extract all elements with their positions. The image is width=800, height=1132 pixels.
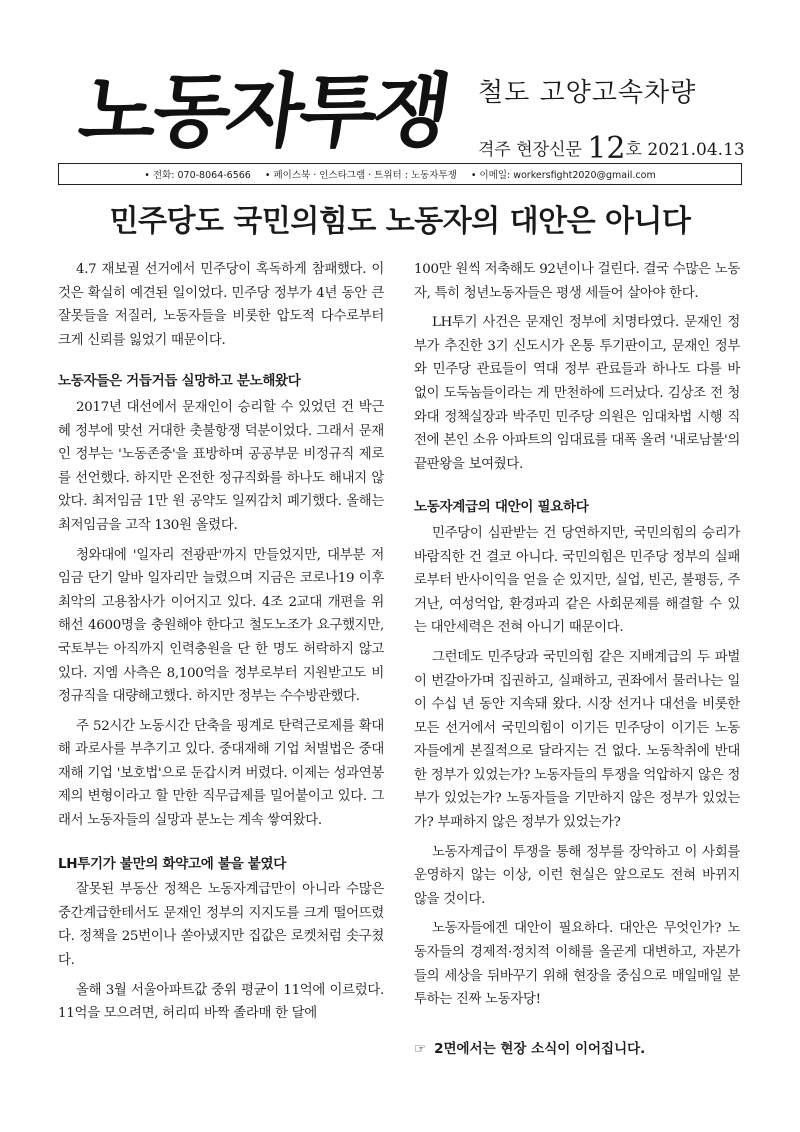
issue-suffix: 호 (625, 140, 642, 160)
contact-phone: • 전화: 070-8064-6566 (144, 170, 251, 181)
section-heading: LH투기가 불만의 화약고에 불을 붙였다 (58, 855, 287, 872)
paragraph: 그런데도 민주당과 국민의힘 같은 지배계급의 두 파벌이 번갈아가며 집권하고, 실패하고, 권좌에서 물러나는 일이 수십 년 동안 지속돼 왔다. 시장 선거나 대선을 비롯한 모든 선거에서 국민의힘이 이기든 민주당이 이기든 노동자들에게 본질적으로 달라지는 건 없다. 노동착취에 반대한 정부가 있었는가? 노동자들의 투쟁을 억압하지 않은 정부가 있었는가? 노동자들을 기만하지 않은 정부가 있었는가? 부패하지 않은 정부가 있었는가? (414, 649, 740, 831)
contact-sns: • 페이스북 · 인스타그램 · 트위터 : 노동자투쟁 (264, 170, 457, 181)
contact-email: • 이메일: workersfight2020@gmail.com (470, 170, 656, 181)
pointing-hand-icon: ☞ (414, 1041, 427, 1057)
paragraph: 노동자계급이 투쟁을 통해 정부를 장악하고 이 사회를 운영하지 않는 이상, 이런 현실은 앞으로도 전혀 바뀌지 않을 것이다. (414, 844, 740, 907)
left-column (58, 258, 384, 1032)
issue-date: 2021.04.13 (647, 140, 745, 160)
right-column (414, 258, 740, 1018)
paragraph: 민주당이 심판받는 건 당연하지만, 국민의힘의 승리가 바람직한 건 결코 아니다. 국민의힘은 민주당 정부의 실패로부터 반사이익을 얻을 순 있지만, 실업, 빈곤, 불평등, 주거난, 여성억압, 환경파괴 같은 사회문제를 해결할 수 있는 대안세력은 전혀 아니기 때문이다. (414, 525, 740, 636)
paper-subtitle: 철도 고양고속차량 (478, 78, 697, 108)
issue-prefix: 격주 현장신문 (478, 140, 582, 160)
continued-note-text: 2면에서는 현장 소식이 이어집니다. (434, 1041, 646, 1057)
paragraph: LH투기 사건은 문재인 정부에 치명타였다. 문재인 정부가 추진한 3기 신도시가 온통 투기판이고, 문재인 정부와 민주당 관료들이 역대 정부 관료들과 하나도 다를 바 없이 도둑놈들이라는 게 만천하에 드러났다. 김상조 전 청와대 정책실장과 박주민 민주당 의원은 임대차법 시행 직전에 본인 소유 아파트의 임대료를 대폭 올려 '내로남불'의 끝판왕을 보여줬다. (414, 315, 740, 472)
section-heading: 노동자계급의 대안이 필요하다 (414, 499, 589, 516)
paragraph: 100만 원씩 저축해도 92년이나 걸린다. 결국 수많은 노동자, 특히 청년노동자들은 평생 세들어 살아야 한다. (414, 262, 740, 301)
logo-wordmark: 노동자투쟁 (73, 65, 454, 158)
headline: 민주당도 국민의힘도 노동자의 대안은 아니다 (109, 204, 691, 239)
issue-line (478, 131, 778, 166)
paragraph: 잘못된 부동산 정책은 노동자계급만이 아니라 수많은 중간계급한테서도 문재인 정부의 지지도를 크게 떨어뜨렸다. 정책을 25번이나 쏟아냈지만 집값은 로켓처럼 솟구쳤다. (58, 882, 384, 969)
intro-paragraph: 4.7 재보궐 선거에서 민주당이 혹독하게 참패했다. 이것은 확실히 예견된 일이었다. 민주당 정부가 4년 동안 큰 잘못들을 저질러, 노동자들을 비롯한 압도적 다수로부터 크게 신뢰를 잃었기 때문이다. (58, 262, 384, 348)
paragraph: 2017년 대선에서 문재인이 승리할 수 있었던 건 박근혜 정부에 맞선 거대한 촛불항쟁 덕분이었다. 그래서 문재인 정부는 '노동존중'을 표방하며 공공부문 비정규직 제로를 선언했다. 하지만 온전한 정규직화를 하나도 해내지 않았다. 최저임금 1만 원 공약도 일찌감치 폐기했다. 올해는 최저임금을 고작 130원 올렸다. (58, 399, 384, 533)
paragraph: 올해 3월 서울아파트값 중위 평균이 11억에 이르렀다. 11억을 모으려면, 허리띠 바짝 졸라매 한 달에 (58, 982, 384, 1022)
paragraph: 노동자들에겐 대안이 필요하다. 대안은 무엇인가? 노동자들의 경제적·정치적 이해를 올곧게 대변하고, 자본가들의 세상을 뒤바꾸기 위해 현장을 중심으로 매일매일 분투하는 진짜 노동자당! (414, 921, 740, 1008)
masthead-logo (73, 62, 454, 162)
continued-note (414, 1037, 645, 1057)
paragraph: 청와대에 '일자리 전광판'까지 만들었지만, 대부분 저임금 단기 알바 일자리만 늘렸으며 지금은 코로나19 이후 최악의 고용참사가 이어지고 있다. 4조 2교대 개편을 위해선 4600명을 충원해야 한다고 철도노조가 요구했지만, 국토부는 아직까지 인력충원을 단 한 명도 허락하지 않고 있다. 지엠 사측은 8,100억을 정부로부터 지원받고도 비정규직을 대량해고했다. 하지만 정부는 수수방관했다. (58, 547, 384, 705)
section-heading: 노동자들은 거듭거듭 실망하고 분노해왔다 (58, 373, 301, 390)
issue-number: 12 (587, 131, 626, 166)
paragraph: 주 52시간 노동시간 단축을 핑계로 탄력근로제를 확대해 과로사를 부추기고 있다. 중대재해 기업 처벌법은 중대재해 기업 '보호법'으로 둔갑시켜 버렸다. 이제는 성과연봉제의 변형이라고 할 만한 직무급제를 밀어붙이고 있다. 그래서 노동자들의 실망과 분노는 계속 쌓여왔다. (58, 718, 384, 829)
contact-bar (58, 163, 742, 185)
masthead-info (478, 72, 778, 166)
